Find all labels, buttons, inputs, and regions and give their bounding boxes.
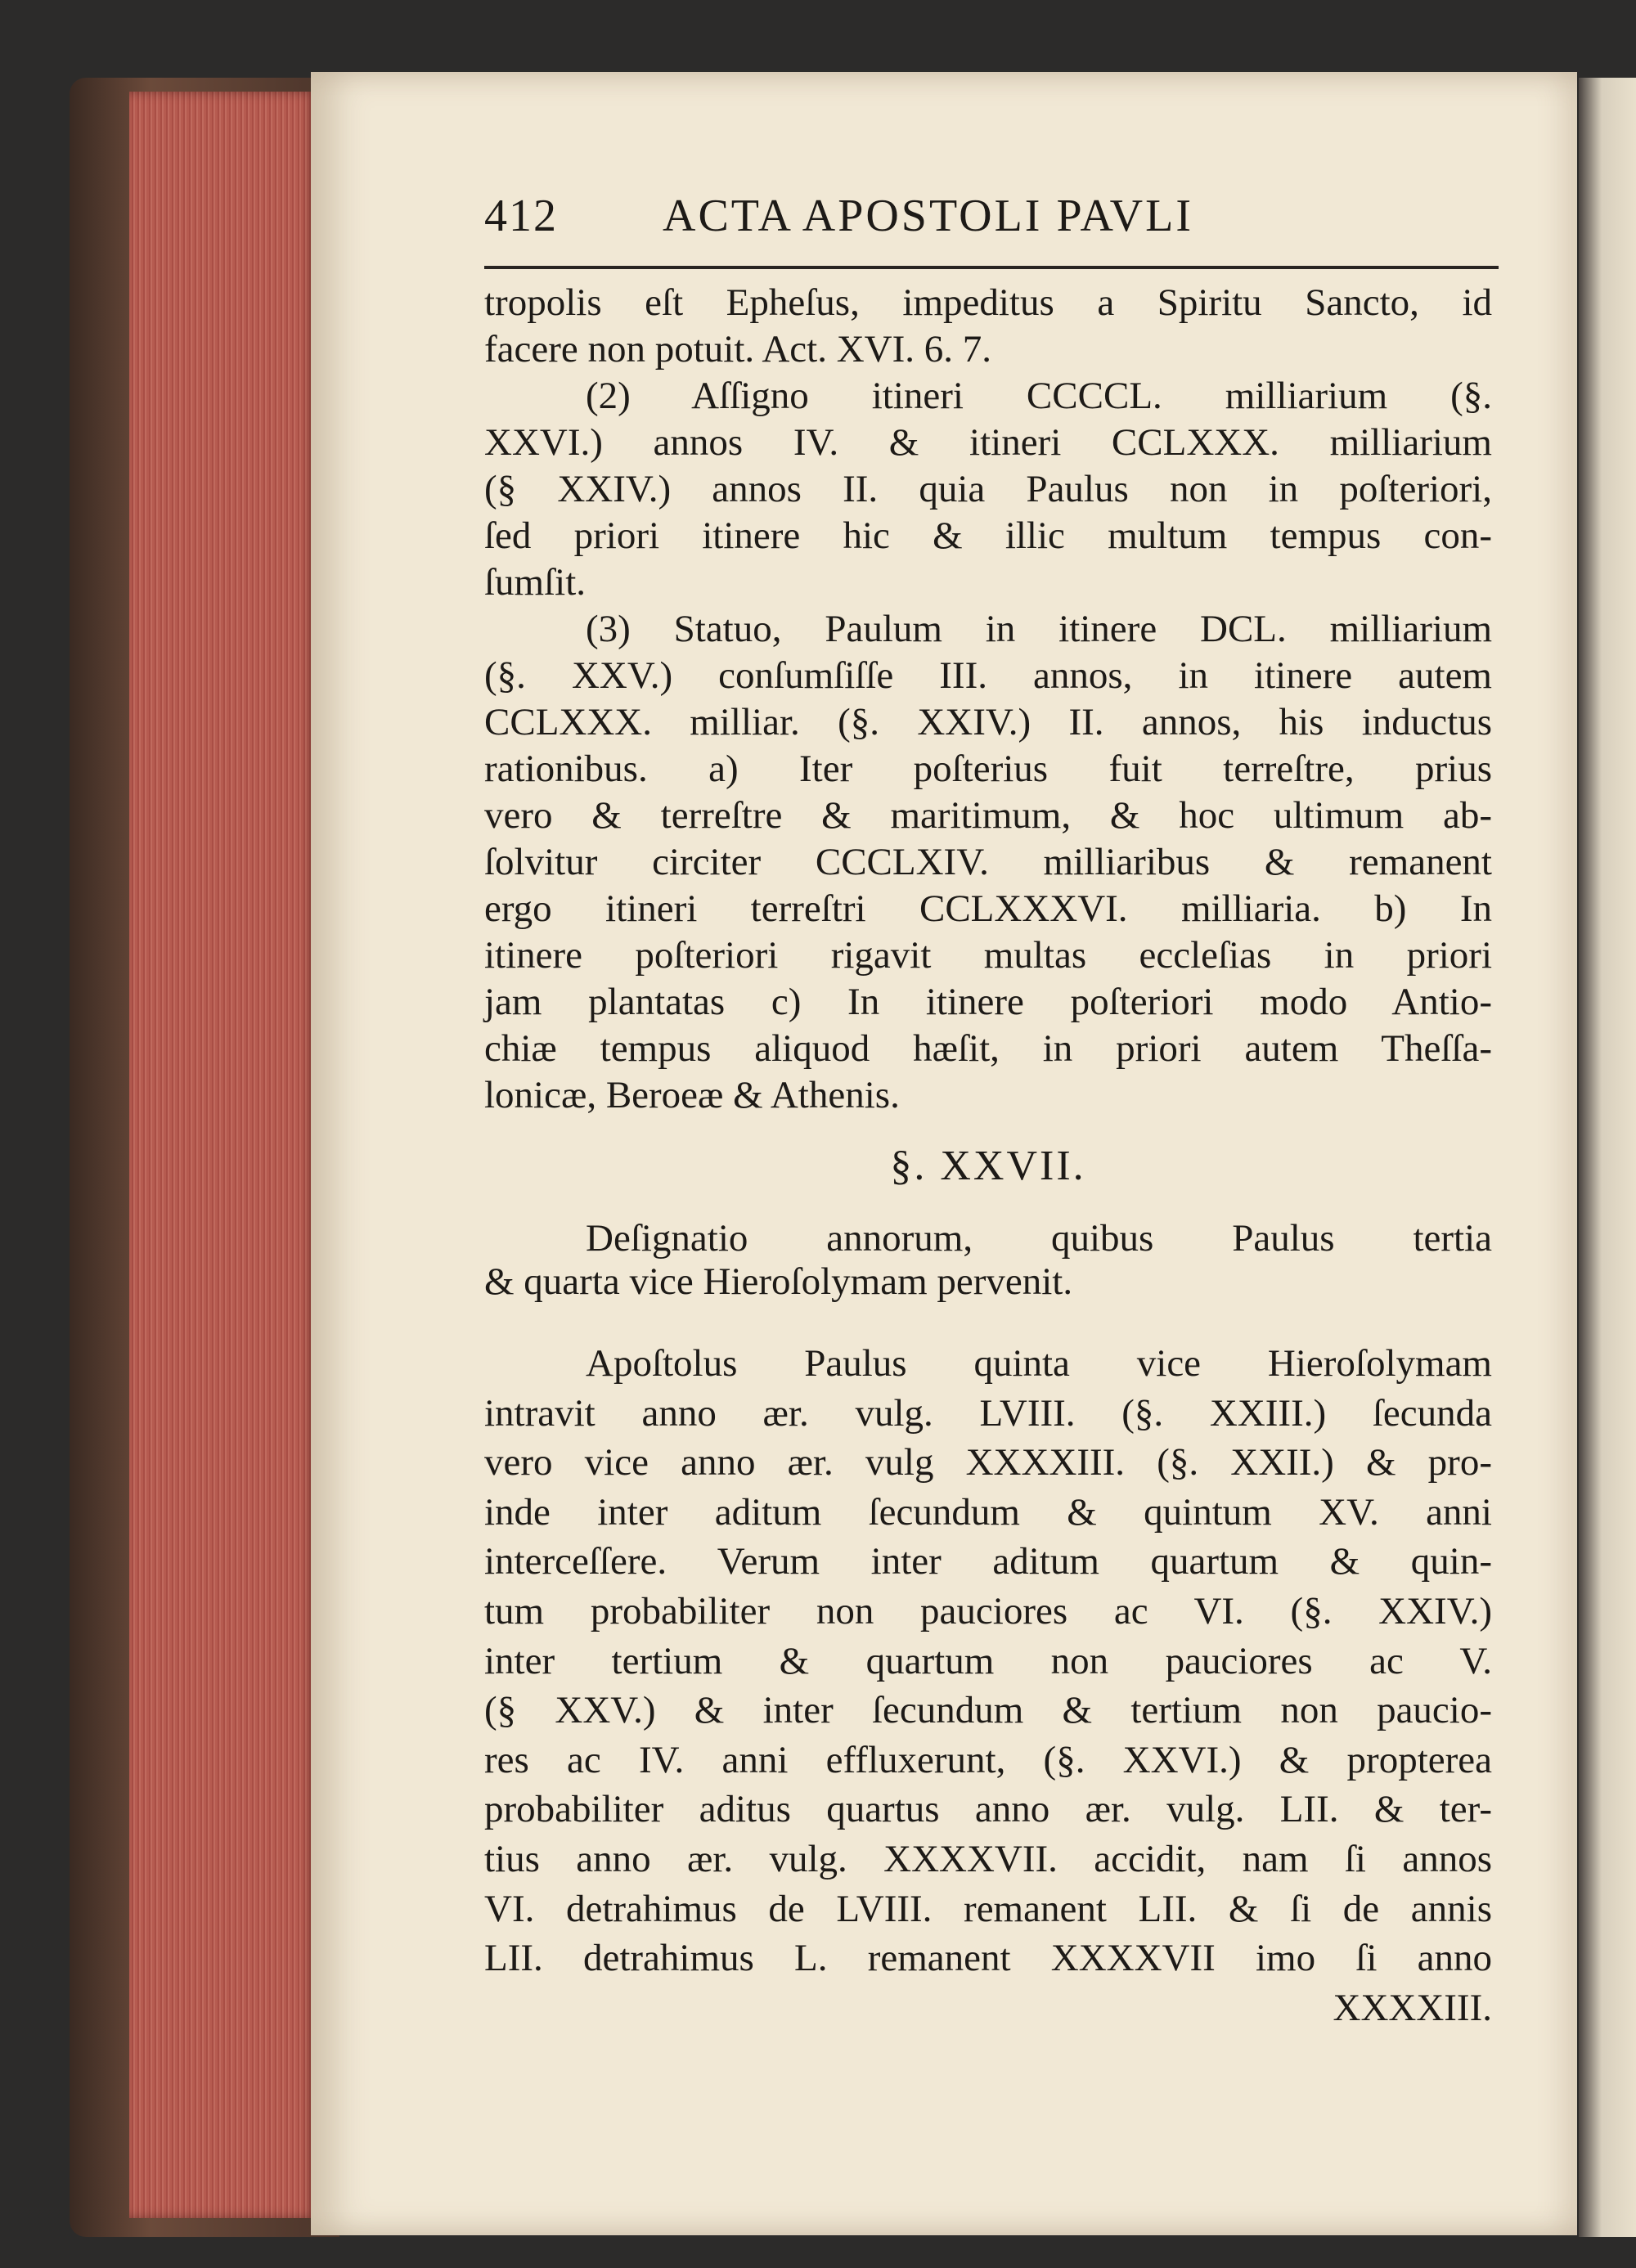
text-line: tropolis eſt Epheſus, impeditus a Spiritu Sancto, id bbox=[484, 281, 1492, 324]
text-line: rationibus. a) Iter poſterius fuit terreſtre, prius bbox=[484, 748, 1492, 790]
page-edges bbox=[129, 92, 317, 2218]
text-line: ſolvitur circiter CCCLXIV. milliaribus & remanent bbox=[484, 841, 1492, 883]
text-line: res ac IV. anni effluxerunt, (§. XXVI.) & propterea bbox=[484, 1738, 1492, 1781]
text-line: vero & terreſtre & maritimum, & hoc ultimum ab- bbox=[484, 794, 1492, 837]
text-line: XXXXIII. bbox=[1333, 1986, 1492, 2029]
text-line: & quarta vice Hieroſolymam pervenit. bbox=[484, 1260, 1073, 1303]
text-line: tum probabiliter non pauciores ac VI. (§. XXIV.) bbox=[484, 1589, 1492, 1633]
text-line: lonicæ, Beroeæ & Athenis. bbox=[484, 1074, 900, 1116]
text-block-paragraph bbox=[484, 1339, 1492, 2032]
text-line: (3) Statuo, Paulum in itinere DCL. milliarium bbox=[586, 608, 1492, 650]
header-rule bbox=[484, 266, 1499, 269]
text-line: Deſignatio annorum, quibus Paulus tertia bbox=[586, 1217, 1492, 1260]
text-block-notes bbox=[484, 280, 1492, 1119]
text-line: jam plantatas c) In itinere poſteriori modo Antio- bbox=[484, 981, 1492, 1023]
text-line: (2) Aſſigno itineri CCCCL. milliarium (§. bbox=[586, 375, 1492, 417]
text-line: CCLXXX. milliar. (§. XXIV.) II. annos, his inductus bbox=[484, 701, 1492, 743]
text-line: ſumſit. bbox=[484, 561, 587, 604]
text-line: VI. detrahimus de LVIII. remanent LII. & ſi de annis bbox=[484, 1887, 1492, 1930]
text-line: LII. detrahimus L. remanent XXXXVII imo ſi anno bbox=[484, 1937, 1492, 1980]
text-line: XXVI.) annos IV. & itineri CCLXXX. milliarium bbox=[484, 421, 1492, 464]
section-summary bbox=[484, 1217, 1492, 1304]
page-number: 412 bbox=[484, 191, 558, 241]
text-line: inter tertium & quartum non pauciores ac V. bbox=[484, 1639, 1492, 1682]
text-line: tius anno ær. vulg. XXXXVII. accidit, nam ſi annos bbox=[484, 1837, 1492, 1880]
text-line: (§. XXV.) conſumſiſſe III. annos, in itinere autem bbox=[484, 654, 1492, 697]
text-line: vero vice anno ær. vulg XXXXIII. (§. XXII.) & pro- bbox=[484, 1441, 1492, 1484]
text-line: ergo itineri terreſtri CCLXXXVI. milliaria. b) In bbox=[484, 887, 1492, 930]
running-title: ACTA APOSTOLI PAVLI bbox=[663, 191, 1193, 241]
text-line: (§ XXV.) & inter ſecundum & tertium non paucio- bbox=[484, 1689, 1492, 1732]
text-line: intravit anno ær. vulg. LVIII. (§. XXIII.) ſecunda bbox=[484, 1391, 1492, 1435]
text-line: Apoſtolus Paulus quinta vice Hieroſolymam bbox=[586, 1342, 1492, 1385]
facing-page-edge bbox=[1579, 78, 1636, 2237]
running-header bbox=[484, 190, 1499, 247]
text-line: itinere poſteriori rigavit multas eccleſias in priori bbox=[484, 934, 1492, 977]
text-line: (§ XXIV.) annos II. quia Paulus non in poſteriori, bbox=[484, 468, 1492, 510]
text-line: probabiliter aditus quartus anno ær. vulg. LII. & ter- bbox=[484, 1788, 1492, 1831]
text-line: facere non potuit. Act. XVI. 6. 7. bbox=[484, 328, 991, 371]
text-line: inde inter aditum ſecundum & quintum XV. anni bbox=[484, 1490, 1492, 1534]
text-line: ſed priori itinere hic & illic multum tempus con- bbox=[484, 514, 1492, 557]
section-heading: §. XXVII. bbox=[890, 1143, 1086, 1189]
text-line: interceſſere. Verum inter aditum quartum & quin- bbox=[484, 1540, 1492, 1583]
text-line: chiæ tempus aliquod hæſit, in priori autem Theſſa- bbox=[484, 1027, 1492, 1070]
